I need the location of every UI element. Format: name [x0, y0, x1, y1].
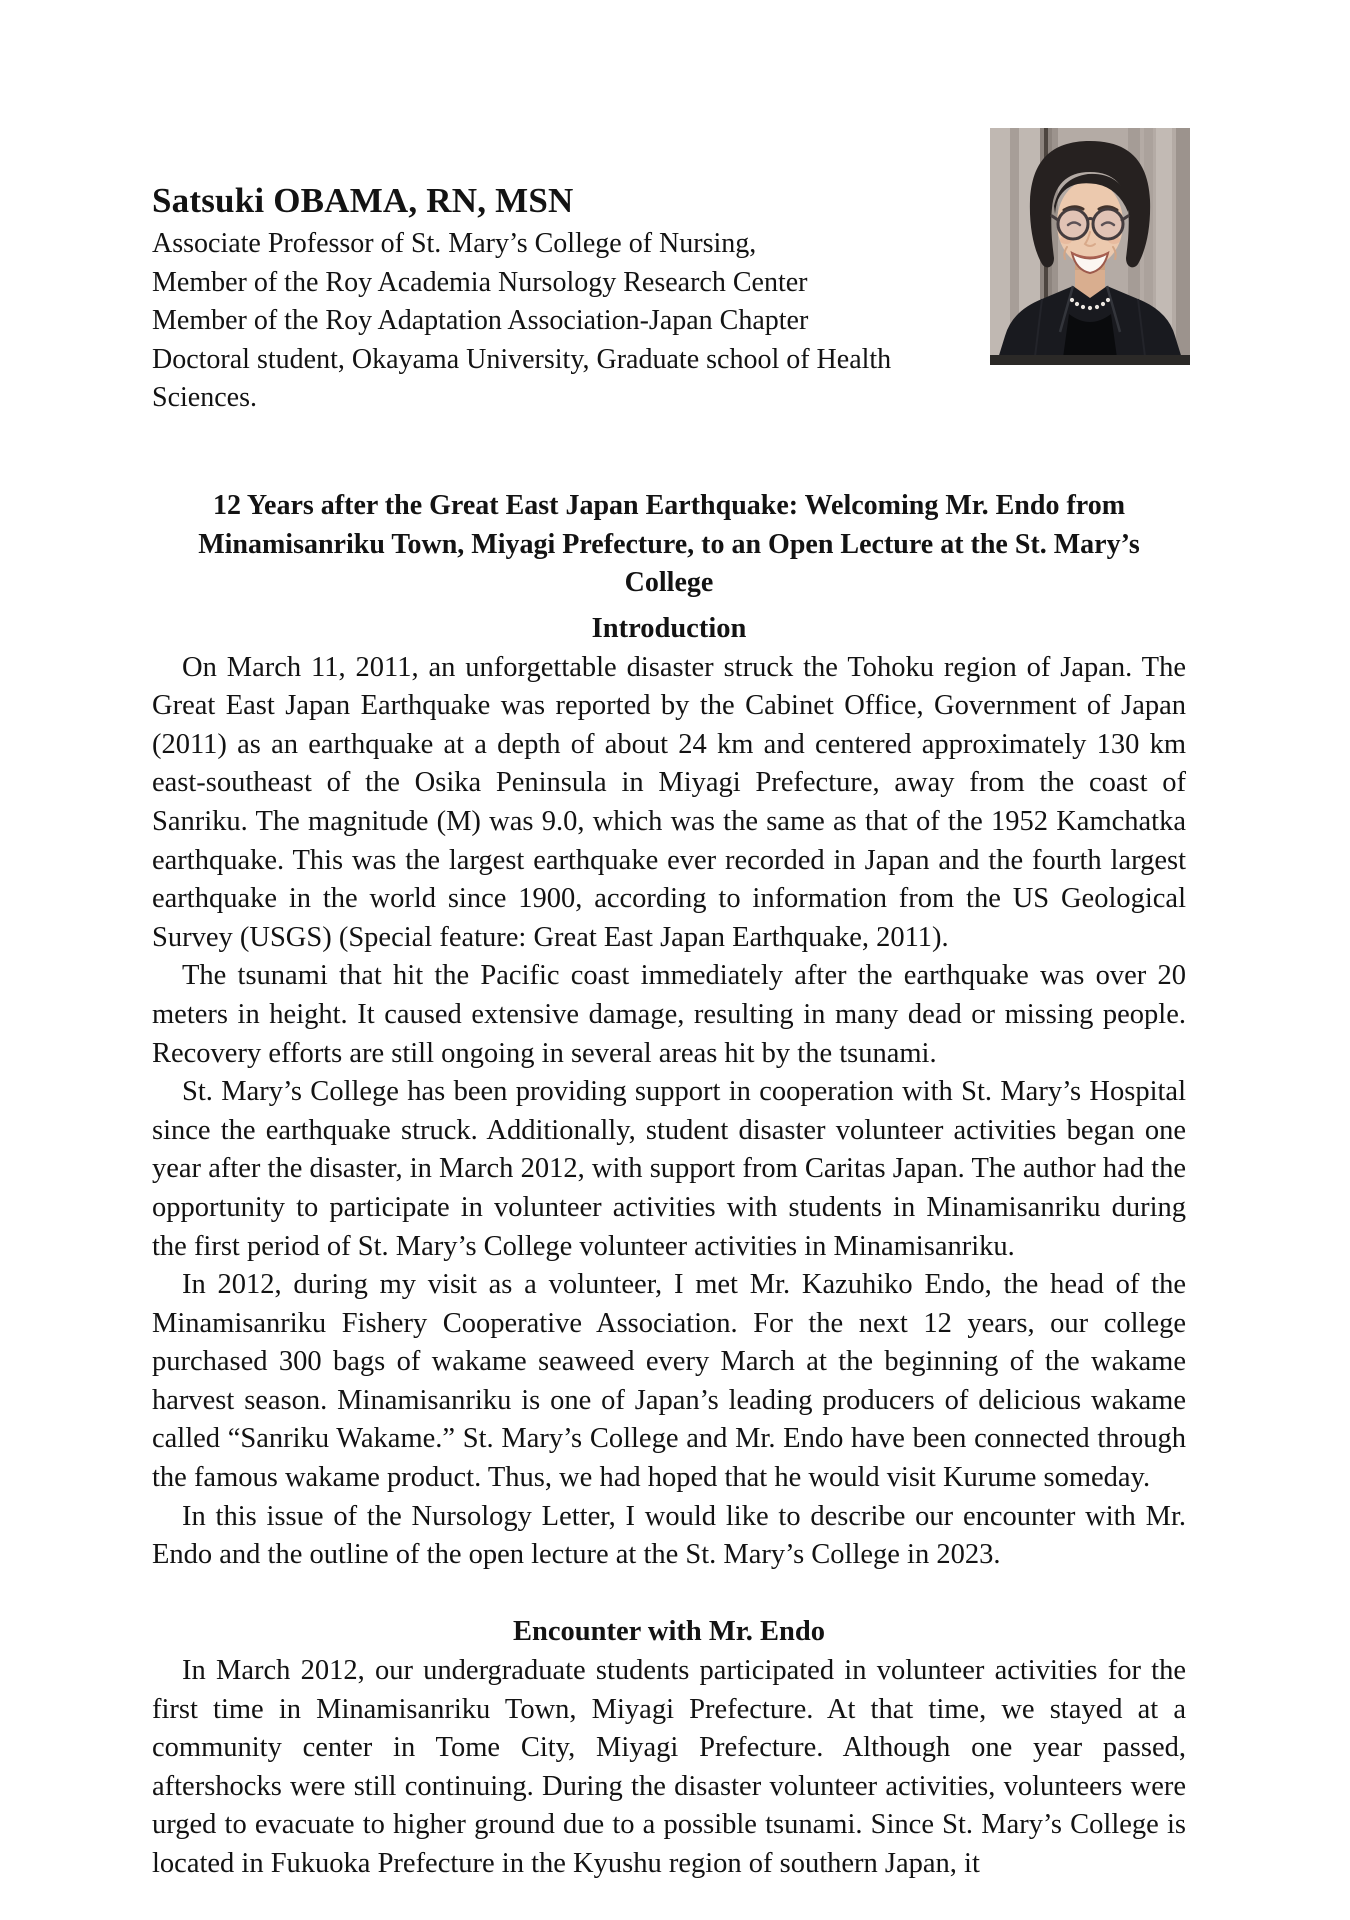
author-bio-line: Doctoral student, Okayama University, Graduate school of Health Sciences. — [152, 343, 892, 413]
section-heading: Encounter with Mr. Endo — [513, 1616, 825, 1648]
author-bio-line: Member of the Roy Adaptation Association-Japan Chapter — [152, 305, 809, 336]
paragraph: On March 11, 2011, an unforgettable disaster struck the Tohoku region of Japan. The Great East Japan Earthquake was reported by the Cabinet Office, Government of Japan (2011) as an earthquake at a depth of about 24 km and centered approximately 130 km east-southeast of the Osika Peninsula in Miyagi Prefecture, away from the coast of Sanriku. The magnitude (M) was 9.0, which was the same as that of the 1952 Kamchatka earthquake. This was the largest earthquake ever recorded in Japan and the fourth largest earthquake in the world since 1900, according to information from the US Geological Survey (USGS) (Special feature: Great East Japan Earthquake, 2011). — [152, 651, 1186, 953]
section-heading: Introduction — [591, 613, 747, 644]
author-bio-line: Associate Professor of St. Mary’s College of Nursing, — [152, 228, 757, 259]
article-title-line-2: Minamisanriku Town, Miyagi Prefecture, to an Open Lecture at the St. Mary’s College — [198, 528, 1140, 598]
article-body — [152, 610, 1186, 1884]
article-title — [152, 487, 1186, 603]
portrait-illustration — [990, 128, 1190, 365]
paragraph: The tsunami that hit the Pacific coast immediately after the earthquake was over 20 meters in height. It caused extensive damage, resulting in many dead or missing people. Recovery efforts are still ongoing in several areas hit by the tsunami. — [152, 960, 1186, 1069]
author-portrait-photo — [990, 128, 1190, 365]
author-block — [152, 180, 932, 418]
author-bio-line: Member of the Roy Academia Nursology Research Center — [152, 266, 808, 298]
paragraph: In March 2012, our undergraduate students participated in volunteer activities for the first time in Minamisanriku Town, Miyagi Prefecture. At that time, we stayed at a community center in Tome City, Miyagi Prefecture. Although one year passed, aftershocks were still continuing. During the disaster volunteer activities, volunteers were urged to evacuate to higher ground due to a possible tsunami. Since St. Mary’s College is located in Fukuoka Prefecture in the Kyushu region of southern Japan, it — [152, 1655, 1186, 1879]
author-name: Satsuki OBAMA, RN, MSN — [152, 181, 574, 220]
paragraph: St. Mary’s College has been providing support in cooperation with St. Mary’s Hospital since the earthquake struck. Additionally, student disaster volunteer activities began one year after the disaster, in March 2012, with support from Caritas Japan. The author had the opportunity to participate in volunteer activities with students in Minamisanriku during the first period of St. Mary’s College volunteer activities in Minamisanriku. — [152, 1076, 1186, 1262]
paragraph: In 2012, during my visit as a volunteer, I met Mr. Kazuhiko Endo, the head of the Minamisanriku Fishery Cooperative Association. For the next 12 years, our college purchased 300 bags of wakame seaweed every March at the beginning of the wakame harvest season. Minamisanriku is one of Japan’s leading producers of delicious wakame called “Sanriku Wakame.” St. Mary’s College and Mr. Endo have been connected through the famous wakame product. Thus, we had hoped that he would visit Kurume someday. — [152, 1269, 1186, 1494]
article-title-line-1: 12 Years after the Great East Japan Earthquake: Welcoming Mr. Endo from — [212, 490, 1126, 521]
paragraph: In this issue of the Nursology Letter, I would like to describe our encounter with Mr. Endo and the outline of the open lecture at the St. Mary’s College in 2023. — [152, 1500, 1186, 1571]
